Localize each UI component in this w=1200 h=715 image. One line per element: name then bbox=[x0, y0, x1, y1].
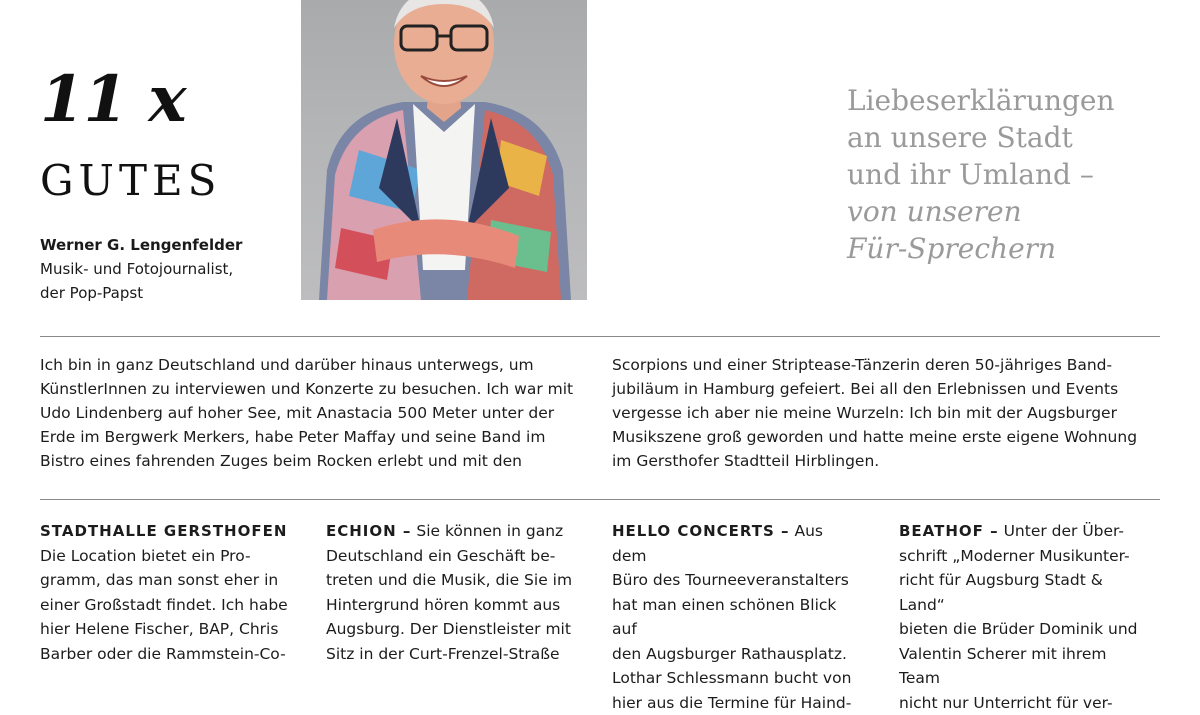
column-line: hier Helene Fischer, BAP, Chris bbox=[40, 617, 288, 642]
column-line: hat man einen schönen Blick auf bbox=[612, 593, 860, 642]
column-line: einer Großstadt findet. Ich habe bbox=[40, 593, 288, 618]
intro-line: Erde im Bergwerk Merkers, habe Peter Maffay und seine Band im bbox=[40, 425, 573, 449]
column-line: hier aus die Termine für Haind- bbox=[612, 691, 860, 715]
intro-line: Bistro eines fahrenden Zuges beim Rocken erlebt und mit den bbox=[40, 449, 573, 473]
column-line: treten und die Musik, die Sie im bbox=[326, 568, 574, 593]
column-line: Deutschland ein Geschäft be- bbox=[326, 544, 574, 569]
author-block bbox=[40, 233, 242, 305]
intro-line: im Gersthofer Stadtteil Hirblingen. bbox=[612, 449, 1137, 473]
column-line: richt für Augsburg Stadt & Land“ bbox=[899, 568, 1147, 617]
tagline-italic-line: von unseren bbox=[847, 193, 1187, 230]
intro-line: KünstlerInnen zu interviewen und Konzerte zu besuchen. Ich war mit bbox=[40, 377, 573, 401]
divider-top bbox=[40, 336, 1160, 337]
tagline-line: an unsere Stadt bbox=[847, 119, 1187, 156]
author-nickname: der Pop-Papst bbox=[40, 281, 242, 305]
author-role: Musik- und Fotojournalist, bbox=[40, 257, 242, 281]
portrait-illustration bbox=[301, 0, 587, 300]
divider-bottom bbox=[40, 499, 1160, 500]
column-line: Augsburg. Der Dienstleister mit bbox=[326, 617, 574, 642]
intro-line: vergesse ich aber nie meine Wurzeln: Ich bin mit der Augsburger bbox=[612, 401, 1137, 425]
intro-line: Udo Lindenberg auf hoher See, mit Anastacia 500 Meter unter der bbox=[40, 401, 573, 425]
column-line: den Augsburger Rathausplatz. bbox=[612, 642, 860, 667]
column-heading: BEATHOF – bbox=[899, 522, 999, 540]
column-line: Büro des Tourneeveranstalters bbox=[612, 568, 860, 593]
intro-left-column bbox=[40, 353, 573, 473]
column-line: gramm, das man sonst eher in bbox=[40, 568, 288, 593]
column-hello-concerts bbox=[612, 519, 860, 715]
column-heading: STADTHALLE GERSTHOFEN bbox=[40, 519, 288, 544]
column-line: Sitz in der Curt-Frenzel-Straße bbox=[326, 642, 574, 667]
column-first-line: Unter der Über- bbox=[999, 522, 1124, 540]
column-line: nicht nur Unterricht für ver- bbox=[899, 691, 1147, 715]
intro-right-column bbox=[612, 353, 1137, 473]
author-name: Werner G. Lengenfelder bbox=[40, 233, 242, 257]
column-line: Lothar Schlessmann bucht von bbox=[612, 666, 860, 691]
column-line: Valentin Scherer mit ihrem Team bbox=[899, 642, 1147, 691]
column-first-line: Aus dem bbox=[612, 522, 823, 565]
portrait-photo bbox=[301, 0, 587, 300]
headline-word: GUTES bbox=[40, 160, 221, 202]
column-line: Hintergrund hören kommt aus bbox=[326, 593, 574, 618]
intro-line: jubiläum in Hamburg gefeiert. Bei all den Erlebnissen und Events bbox=[612, 377, 1137, 401]
column-echion bbox=[326, 519, 574, 666]
column-line: Barber oder die Rammstein-Co- bbox=[40, 642, 288, 667]
tagline bbox=[847, 82, 1187, 267]
column-line: schrift „Moderner Musikunter- bbox=[899, 544, 1147, 569]
intro-line: Scorpions und einer Striptease-Tänzerin deren 50-jähriges Band- bbox=[612, 353, 1137, 377]
column-heading: HELLO CONCERTS – bbox=[612, 522, 790, 540]
intro-line: Ich bin in ganz Deutschland und darüber hinaus unterwegs, um bbox=[40, 353, 573, 377]
tagline-line: und ihr Umland – bbox=[847, 156, 1187, 193]
tagline-italic-line: Für-Sprechern bbox=[847, 230, 1187, 267]
column-heading: ECHION – bbox=[326, 522, 411, 540]
tagline-line: Liebeserklärungen bbox=[847, 82, 1187, 119]
intro-line: Musikszene groß geworden und hatte meine erste eigene Wohnung bbox=[612, 425, 1137, 449]
column-stadthalle-gersthofen bbox=[40, 519, 288, 666]
column-line: Die Location bietet ein Pro- bbox=[40, 544, 288, 569]
column-line: bieten die Brüder Dominik und bbox=[899, 617, 1147, 642]
column-first-line: Sie können in ganz bbox=[411, 522, 563, 540]
column-beathof bbox=[899, 519, 1147, 715]
headline-number: 11 x bbox=[40, 68, 186, 132]
